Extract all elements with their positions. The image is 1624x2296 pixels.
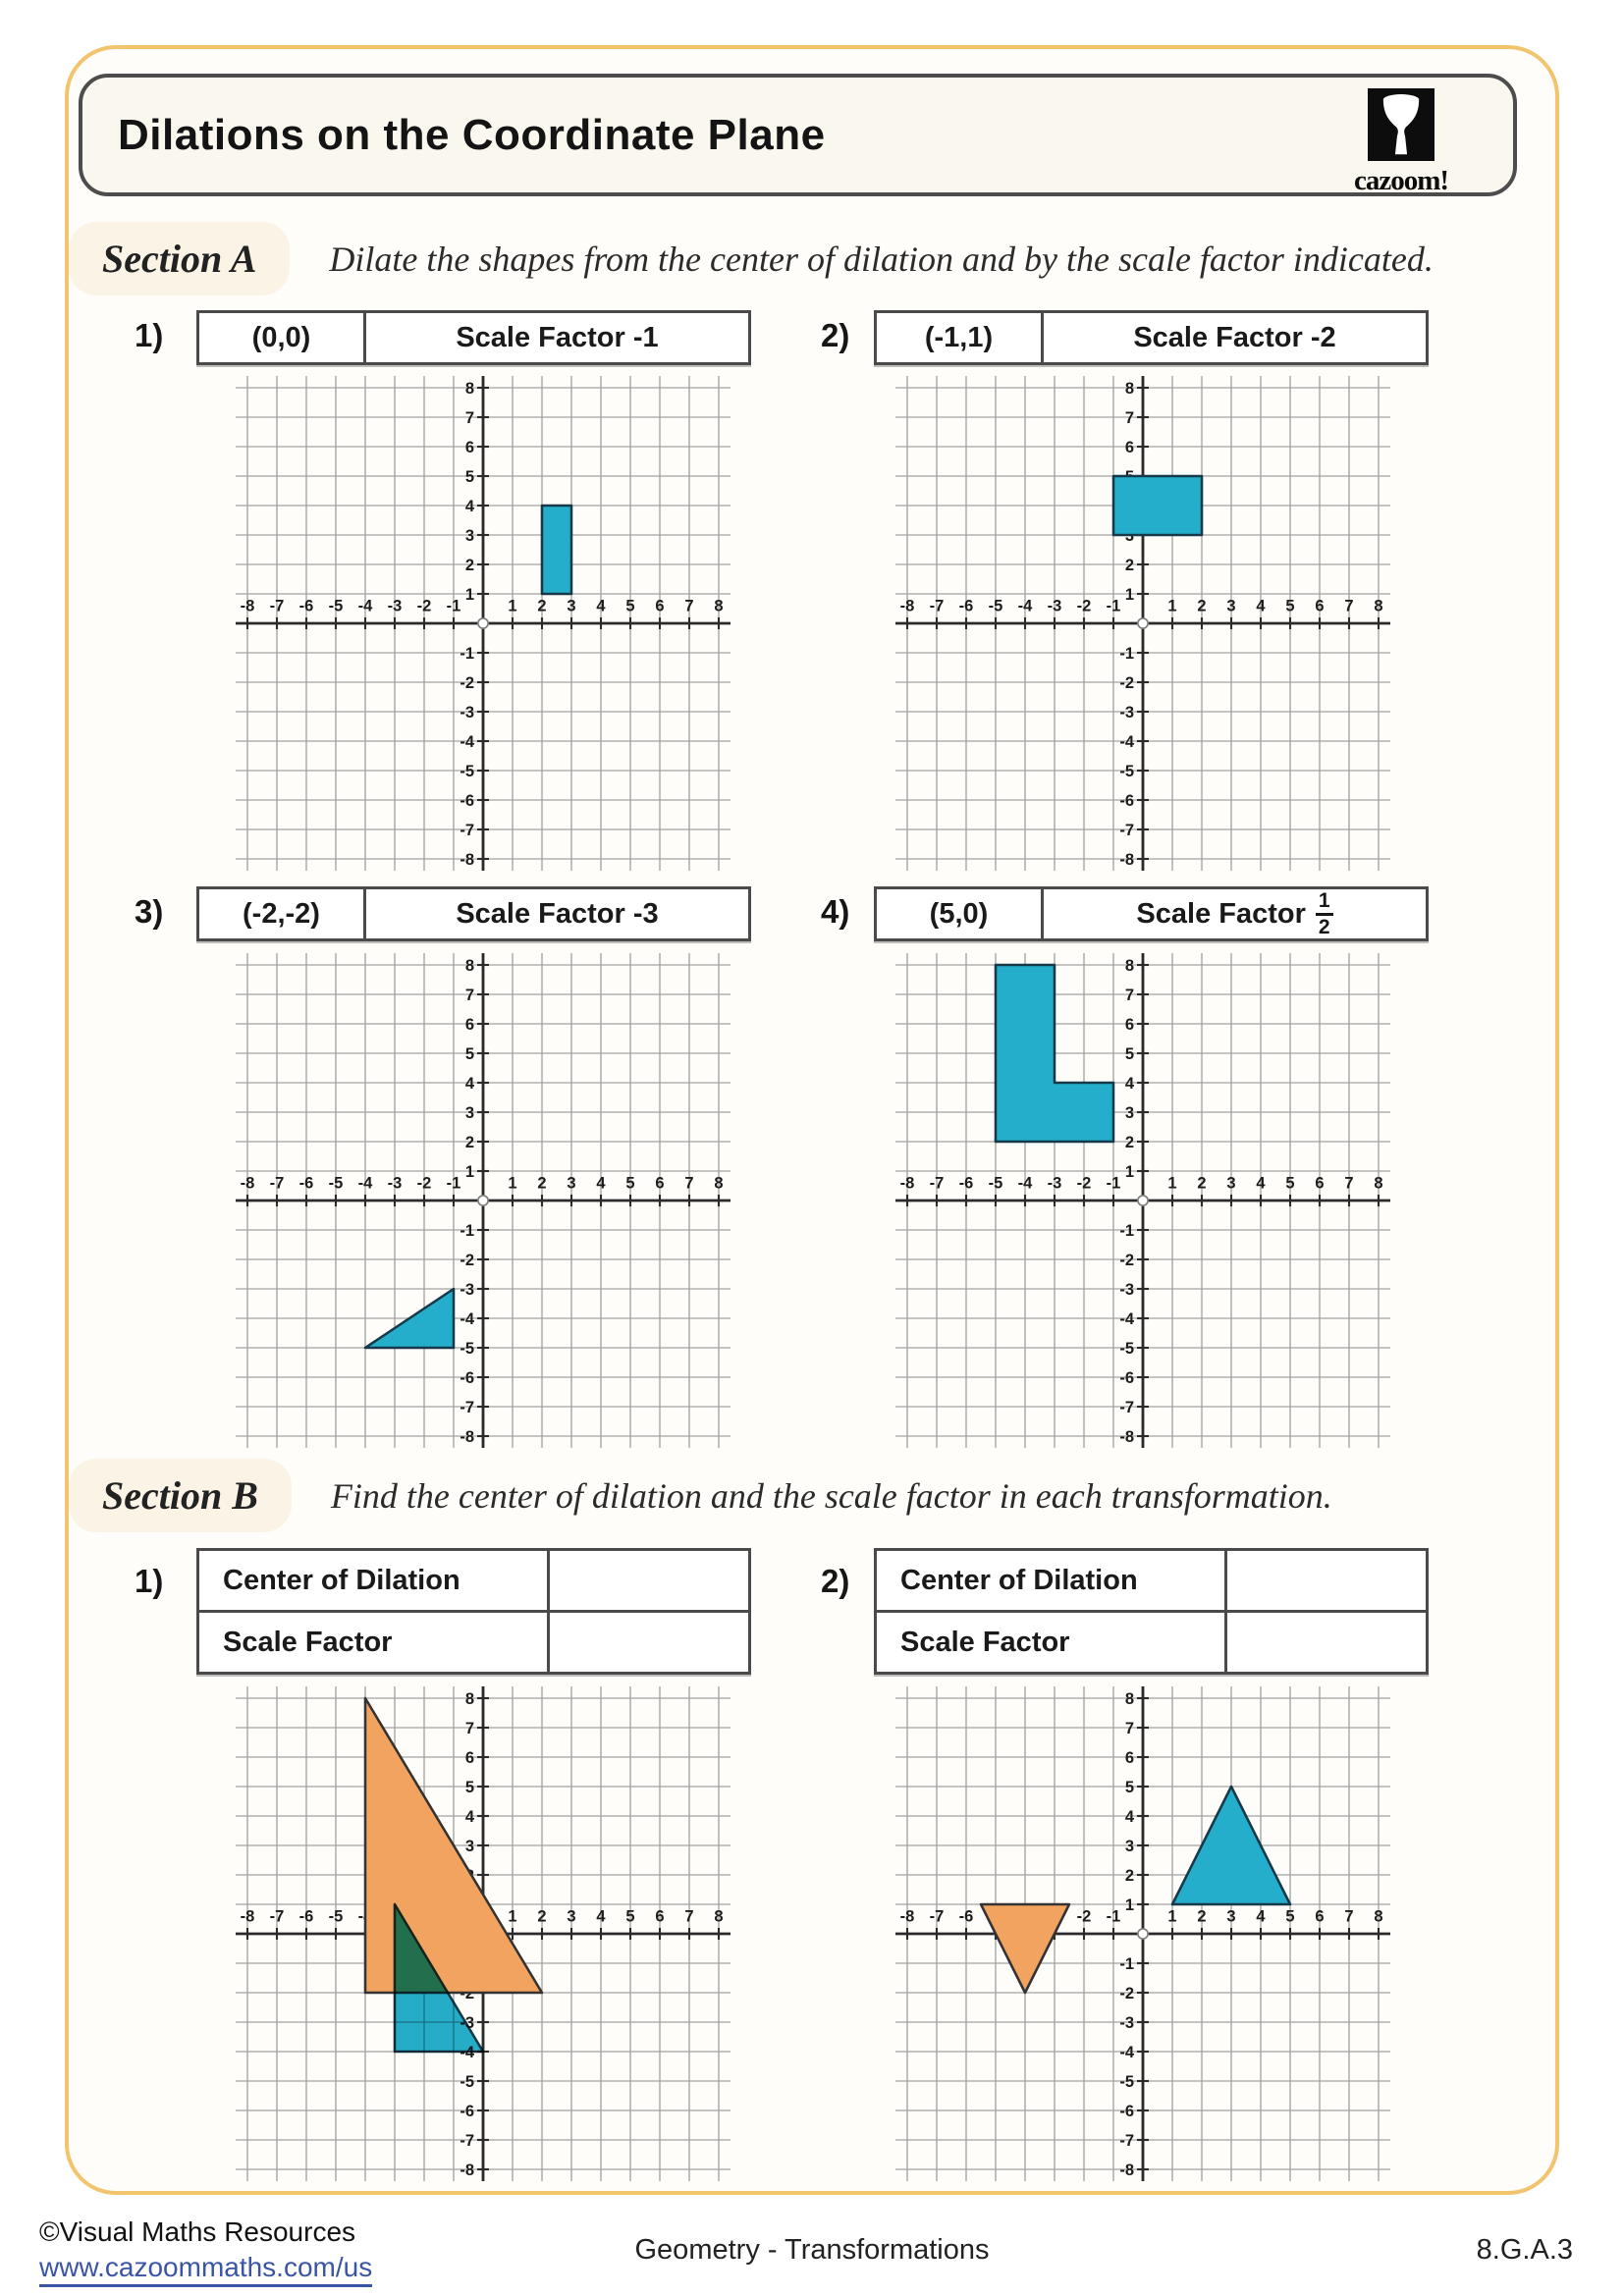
svg-text:4 (465, 1075, 475, 1093)
svg-text:2 (1125, 1867, 1134, 1885)
svg-text:-3 (1119, 2014, 1134, 2032)
svg-text:-6 (460, 1369, 474, 1387)
svg-text:5 (1285, 1907, 1294, 1925)
svg-text:-4 (1119, 2044, 1134, 2061)
svg-text:3 (567, 597, 575, 614)
svg-text:1 (1125, 1896, 1134, 1914)
svg-text:7 (684, 597, 693, 614)
fraction-denominator: 2 (1318, 915, 1330, 938)
table-row (199, 1610, 748, 1672)
svg-text:-8 (1119, 1428, 1134, 1446)
svg-text:6 (655, 597, 664, 614)
problem-b2-answer-table (874, 1548, 1429, 1675)
svg-text:5 (625, 1907, 634, 1925)
svg-text:6 (1315, 1907, 1324, 1925)
rectangle-preimage (1113, 476, 1202, 535)
svg-text:-8 (241, 597, 255, 614)
center-of-dilation-label: Center of Dilation (199, 1551, 550, 1610)
svg-text:3 (1226, 597, 1235, 614)
svg-text:-5 (989, 597, 1003, 614)
svg-text:2 (537, 597, 546, 614)
svg-text:-5 (460, 2073, 474, 2091)
svg-text:8 (1125, 957, 1134, 975)
svg-text:1 (1167, 1174, 1176, 1192)
svg-text:4 (465, 1808, 475, 1826)
svg-text:5 (625, 597, 634, 614)
svg-text:-6 (299, 1907, 314, 1925)
svg-text:1 (1167, 597, 1176, 614)
svg-text:-3 (1119, 704, 1134, 721)
svg-text:-7 (460, 2132, 474, 2150)
svg-text:7 (465, 409, 474, 427)
problem-number: 2) (821, 317, 850, 353)
title-box (79, 74, 1517, 196)
svg-text:5 (465, 1779, 474, 1796)
scale-factor-label: Scale Factor (199, 1613, 550, 1672)
section-a-label: Section A (69, 222, 290, 295)
coordinate-grid-a1 (236, 376, 731, 871)
logo-wordmark: cazoom! (1353, 165, 1449, 196)
svg-text:2 (1125, 557, 1134, 574)
svg-text:-4 (358, 597, 373, 614)
svg-text:-2 (1119, 1985, 1134, 2002)
svg-text:4 (465, 498, 475, 515)
svg-text:-3 (1048, 597, 1062, 614)
svg-text:-6 (299, 597, 314, 614)
svg-text:6 (465, 439, 474, 456)
svg-text:8 (1374, 1907, 1382, 1925)
center-of-dilation-answer-cell[interactable] (550, 1551, 748, 1610)
svg-text:-1 (460, 645, 474, 663)
table-row (877, 1551, 1426, 1610)
center-of-dilation-value: (-2,-2) (199, 889, 366, 938)
svg-text:-2 (417, 1174, 432, 1192)
scale-factor-text: Scale Factor (1136, 897, 1306, 930)
svg-text:-5 (329, 1907, 344, 1925)
problem-a3-header-table (196, 886, 751, 941)
svg-text:-2 (460, 1252, 474, 1269)
svg-text:-7 (270, 1907, 285, 1925)
cazoom-logo (1332, 88, 1470, 197)
svg-text:3 (465, 1838, 474, 1855)
section-b-header (69, 1459, 1332, 1532)
svg-text:-2 (1077, 597, 1092, 614)
svg-text:3 (465, 527, 474, 545)
svg-text:6 (1125, 1016, 1134, 1034)
svg-text:4 (1125, 1808, 1135, 1826)
svg-text:5 (1125, 1779, 1134, 1796)
svg-text:-5 (329, 597, 344, 614)
svg-text:2 (1125, 1134, 1134, 1151)
svg-text:1 (1125, 586, 1134, 604)
problem-a2-header-table (874, 310, 1429, 365)
svg-text:-4 (1018, 597, 1033, 614)
svg-text:-3 (460, 1281, 474, 1299)
svg-text:-5 (1119, 2073, 1134, 2091)
svg-text:-8 (460, 2162, 474, 2179)
svg-text:3 (1125, 1838, 1134, 1855)
svg-text:8 (714, 597, 723, 614)
problem-number: 4) (821, 893, 850, 930)
svg-text:-6 (959, 1174, 974, 1192)
svg-text:1 (465, 1163, 474, 1181)
svg-text:-4 (1018, 1174, 1033, 1192)
svg-text:8 (714, 1174, 723, 1192)
svg-text:4 (596, 1174, 606, 1192)
svg-text:-8 (460, 1428, 474, 1446)
svg-text:7 (1344, 1907, 1353, 1925)
svg-text:6 (465, 1016, 474, 1034)
svg-text:-6 (1119, 2103, 1134, 2120)
svg-text:-4 (460, 733, 474, 751)
problem-b1-answer-table (196, 1548, 751, 1675)
svg-text:-8 (900, 597, 915, 614)
page-title: Dilations on the Coordinate Plane (118, 110, 826, 159)
table-row (877, 1610, 1426, 1672)
section-a-instruction: Dilate the shapes from the center of dilation and by the scale factor indicated. (329, 239, 1434, 279)
svg-text:3 (567, 1907, 575, 1925)
fraction-numerator: 1 (1316, 889, 1333, 915)
table-row (199, 1551, 748, 1610)
svg-text:-1 (1107, 1907, 1121, 1925)
svg-text:-5 (460, 763, 474, 780)
svg-text:2 (537, 1907, 546, 1925)
svg-text:3 (465, 1104, 474, 1122)
svg-text:-8 (241, 1174, 255, 1192)
svg-text:3 (1226, 1174, 1235, 1192)
svg-text:-2 (1077, 1174, 1092, 1192)
svg-text:-7 (1119, 1399, 1134, 1416)
svg-text:-7 (930, 597, 945, 614)
svg-text:1 (508, 597, 516, 614)
svg-text:6 (1315, 597, 1324, 614)
svg-text:6 (655, 1174, 664, 1192)
svg-text:6 (1315, 1174, 1324, 1192)
svg-text:7 (684, 1174, 693, 1192)
problem-a4-header-table (874, 886, 1429, 941)
svg-text:4 (1125, 1075, 1135, 1093)
svg-text:-4 (1119, 733, 1134, 751)
svg-text:2 (465, 1134, 474, 1151)
svg-text:-4 (358, 1174, 373, 1192)
section-a-header (69, 222, 1434, 295)
coordinate-grid-a2 (895, 376, 1390, 871)
svg-text:4 (1256, 1907, 1266, 1925)
svg-text:-3 (460, 704, 474, 721)
svg-text:4 (1256, 1174, 1266, 1192)
problem-number: 1) (135, 1563, 164, 1599)
problem-a1-header-table (196, 310, 751, 365)
coordinate-grid-b2 (895, 1686, 1390, 2181)
svg-text:-7 (270, 597, 285, 614)
svg-text:5 (1285, 1174, 1294, 1192)
coordinate-grid-b1 (236, 1686, 731, 2181)
svg-text:-6 (460, 2103, 474, 2120)
svg-text:2 (537, 1174, 546, 1192)
problem-number: 2) (821, 1563, 850, 1599)
problem-number: 1) (135, 317, 164, 353)
scale-factor-label: Scale Factor (877, 1613, 1227, 1672)
coordinate-grid-a3 (236, 953, 731, 1448)
center-of-dilation-label: Center of Dilation (877, 1551, 1227, 1610)
svg-text:-7 (930, 1907, 945, 1925)
coordinate-grid-a4 (895, 953, 1390, 1448)
svg-text:6 (465, 1749, 474, 1767)
svg-text:2 (465, 557, 474, 574)
scale-factor-value: Scale Factor -2 (1133, 321, 1336, 353)
svg-text:-7 (270, 1174, 285, 1192)
scale-factor-value: Scale Factor -3 (456, 897, 659, 930)
svg-text:-1 (1107, 597, 1121, 614)
svg-text:-2 (1119, 1252, 1134, 1269)
svg-text:7 (465, 1720, 474, 1737)
rectangle-preimage (542, 506, 571, 594)
svg-text:1 (1125, 1163, 1134, 1181)
svg-text:1 (508, 1174, 516, 1192)
svg-text:8 (1374, 1174, 1382, 1192)
svg-text:-1 (447, 1174, 461, 1192)
svg-text:-8 (900, 1174, 915, 1192)
center-of-dilation-value: (-1,1) (877, 313, 1044, 362)
triangle-image (981, 1904, 1069, 1993)
copyright-text: ©Visual Maths Resources (39, 2216, 356, 2247)
svg-text:3 (1226, 1907, 1235, 1925)
standard-code: 8.G.A.3 (1476, 2234, 1573, 2266)
svg-text:-1 (1107, 1174, 1121, 1192)
svg-text:-8 (241, 1907, 255, 1925)
scale-factor-answer-cell[interactable] (1227, 1613, 1426, 1672)
svg-text:-3 (1119, 1281, 1134, 1299)
svg-text:-6 (1119, 1369, 1134, 1387)
svg-text:-6 (959, 597, 974, 614)
svg-text:-8 (900, 1907, 915, 1925)
svg-text:-8 (1119, 2162, 1134, 2179)
svg-text:8 (714, 1907, 723, 1925)
svg-text:5 (1125, 1045, 1134, 1063)
svg-text:3 (567, 1174, 575, 1192)
svg-text:7 (684, 1907, 693, 1925)
svg-text:7 (1125, 409, 1134, 427)
svg-text:-2 (417, 597, 432, 614)
svg-text:-7 (1119, 2132, 1134, 2150)
svg-text:5 (465, 468, 474, 486)
center-of-dilation-answer-cell[interactable] (1227, 1551, 1426, 1610)
svg-text:1 (508, 1907, 516, 1925)
scale-factor-fraction (1316, 889, 1333, 937)
svg-text:-5 (460, 1340, 474, 1358)
center-of-dilation-value: (0,0) (199, 313, 366, 362)
svg-text:-6 (299, 1174, 314, 1192)
svg-text:-7 (460, 822, 474, 839)
svg-text:-5 (329, 1174, 344, 1192)
section-b-label: Section B (69, 1459, 292, 1532)
svg-text:1 (465, 586, 474, 604)
svg-text:2 (1197, 1907, 1206, 1925)
scale-factor-value (1044, 889, 1426, 938)
svg-text:7 (1125, 987, 1134, 1004)
svg-text:1 (1167, 1907, 1176, 1925)
svg-text:-5 (1119, 1340, 1134, 1358)
svg-text:8 (1125, 1690, 1134, 1708)
svg-text:8 (1125, 380, 1134, 398)
svg-text:-1 (460, 1222, 474, 1240)
svg-text:-6 (1119, 792, 1134, 810)
svg-text:6 (1125, 1749, 1134, 1767)
svg-text:-1 (1119, 645, 1134, 663)
scale-factor-answer-cell[interactable] (550, 1613, 748, 1672)
svg-text:4 (596, 597, 606, 614)
svg-text:7 (1344, 1174, 1353, 1192)
svg-text:-3 (1048, 1174, 1062, 1192)
svg-text:-8 (460, 851, 474, 869)
svg-text:-1 (1119, 1955, 1134, 1973)
svg-text:-7 (930, 1174, 945, 1192)
problem-number: 3) (135, 893, 164, 930)
svg-text:4 (1256, 597, 1266, 614)
svg-text:-5 (989, 1174, 1003, 1192)
website-link[interactable]: www.cazoommaths.com/us (39, 2252, 372, 2287)
svg-text:8 (465, 380, 474, 398)
svg-text:-1 (447, 597, 461, 614)
svg-text:3 (1125, 1104, 1134, 1122)
svg-text:4 (596, 1907, 606, 1925)
svg-text:7 (1125, 1720, 1134, 1737)
svg-text:6 (1125, 439, 1134, 456)
svg-text:-2 (1077, 1907, 1092, 1925)
svg-text:-3 (388, 597, 403, 614)
svg-text:-3 (388, 1174, 403, 1192)
svg-text:5 (1285, 597, 1294, 614)
section-b-instruction: Find the center of dilation and the scale factor in each transformation. (330, 1475, 1332, 1516)
scale-factor-value: Scale Factor -1 (456, 321, 659, 353)
svg-text:-2 (460, 674, 474, 692)
svg-text:2 (1197, 1174, 1206, 1192)
svg-text:2 (1197, 597, 1206, 614)
svg-text:7 (1344, 597, 1353, 614)
svg-text:-5 (1119, 763, 1134, 780)
svg-text:6 (655, 1907, 664, 1925)
svg-text:-6 (460, 792, 474, 810)
svg-text:8 (465, 957, 474, 975)
center-of-dilation-value: (5,0) (877, 889, 1044, 938)
svg-text:-7 (1119, 822, 1134, 839)
svg-text:-4 (460, 1310, 474, 1328)
svg-text:-2 (1119, 674, 1134, 692)
svg-text:-6 (959, 1907, 974, 1925)
drum-icon (1368, 88, 1435, 161)
svg-text:-1 (1119, 1222, 1134, 1240)
svg-text:-7 (460, 1399, 474, 1416)
svg-text:7 (465, 987, 474, 1004)
svg-text:-4 (1119, 1310, 1134, 1328)
svg-text:-8 (1119, 851, 1134, 869)
svg-text:8 (1374, 597, 1382, 614)
footer-topic: Geometry - Transformations (634, 2234, 990, 2266)
svg-text:8 (465, 1690, 474, 1708)
svg-text:5 (465, 1045, 474, 1063)
svg-text:5 (625, 1174, 634, 1192)
